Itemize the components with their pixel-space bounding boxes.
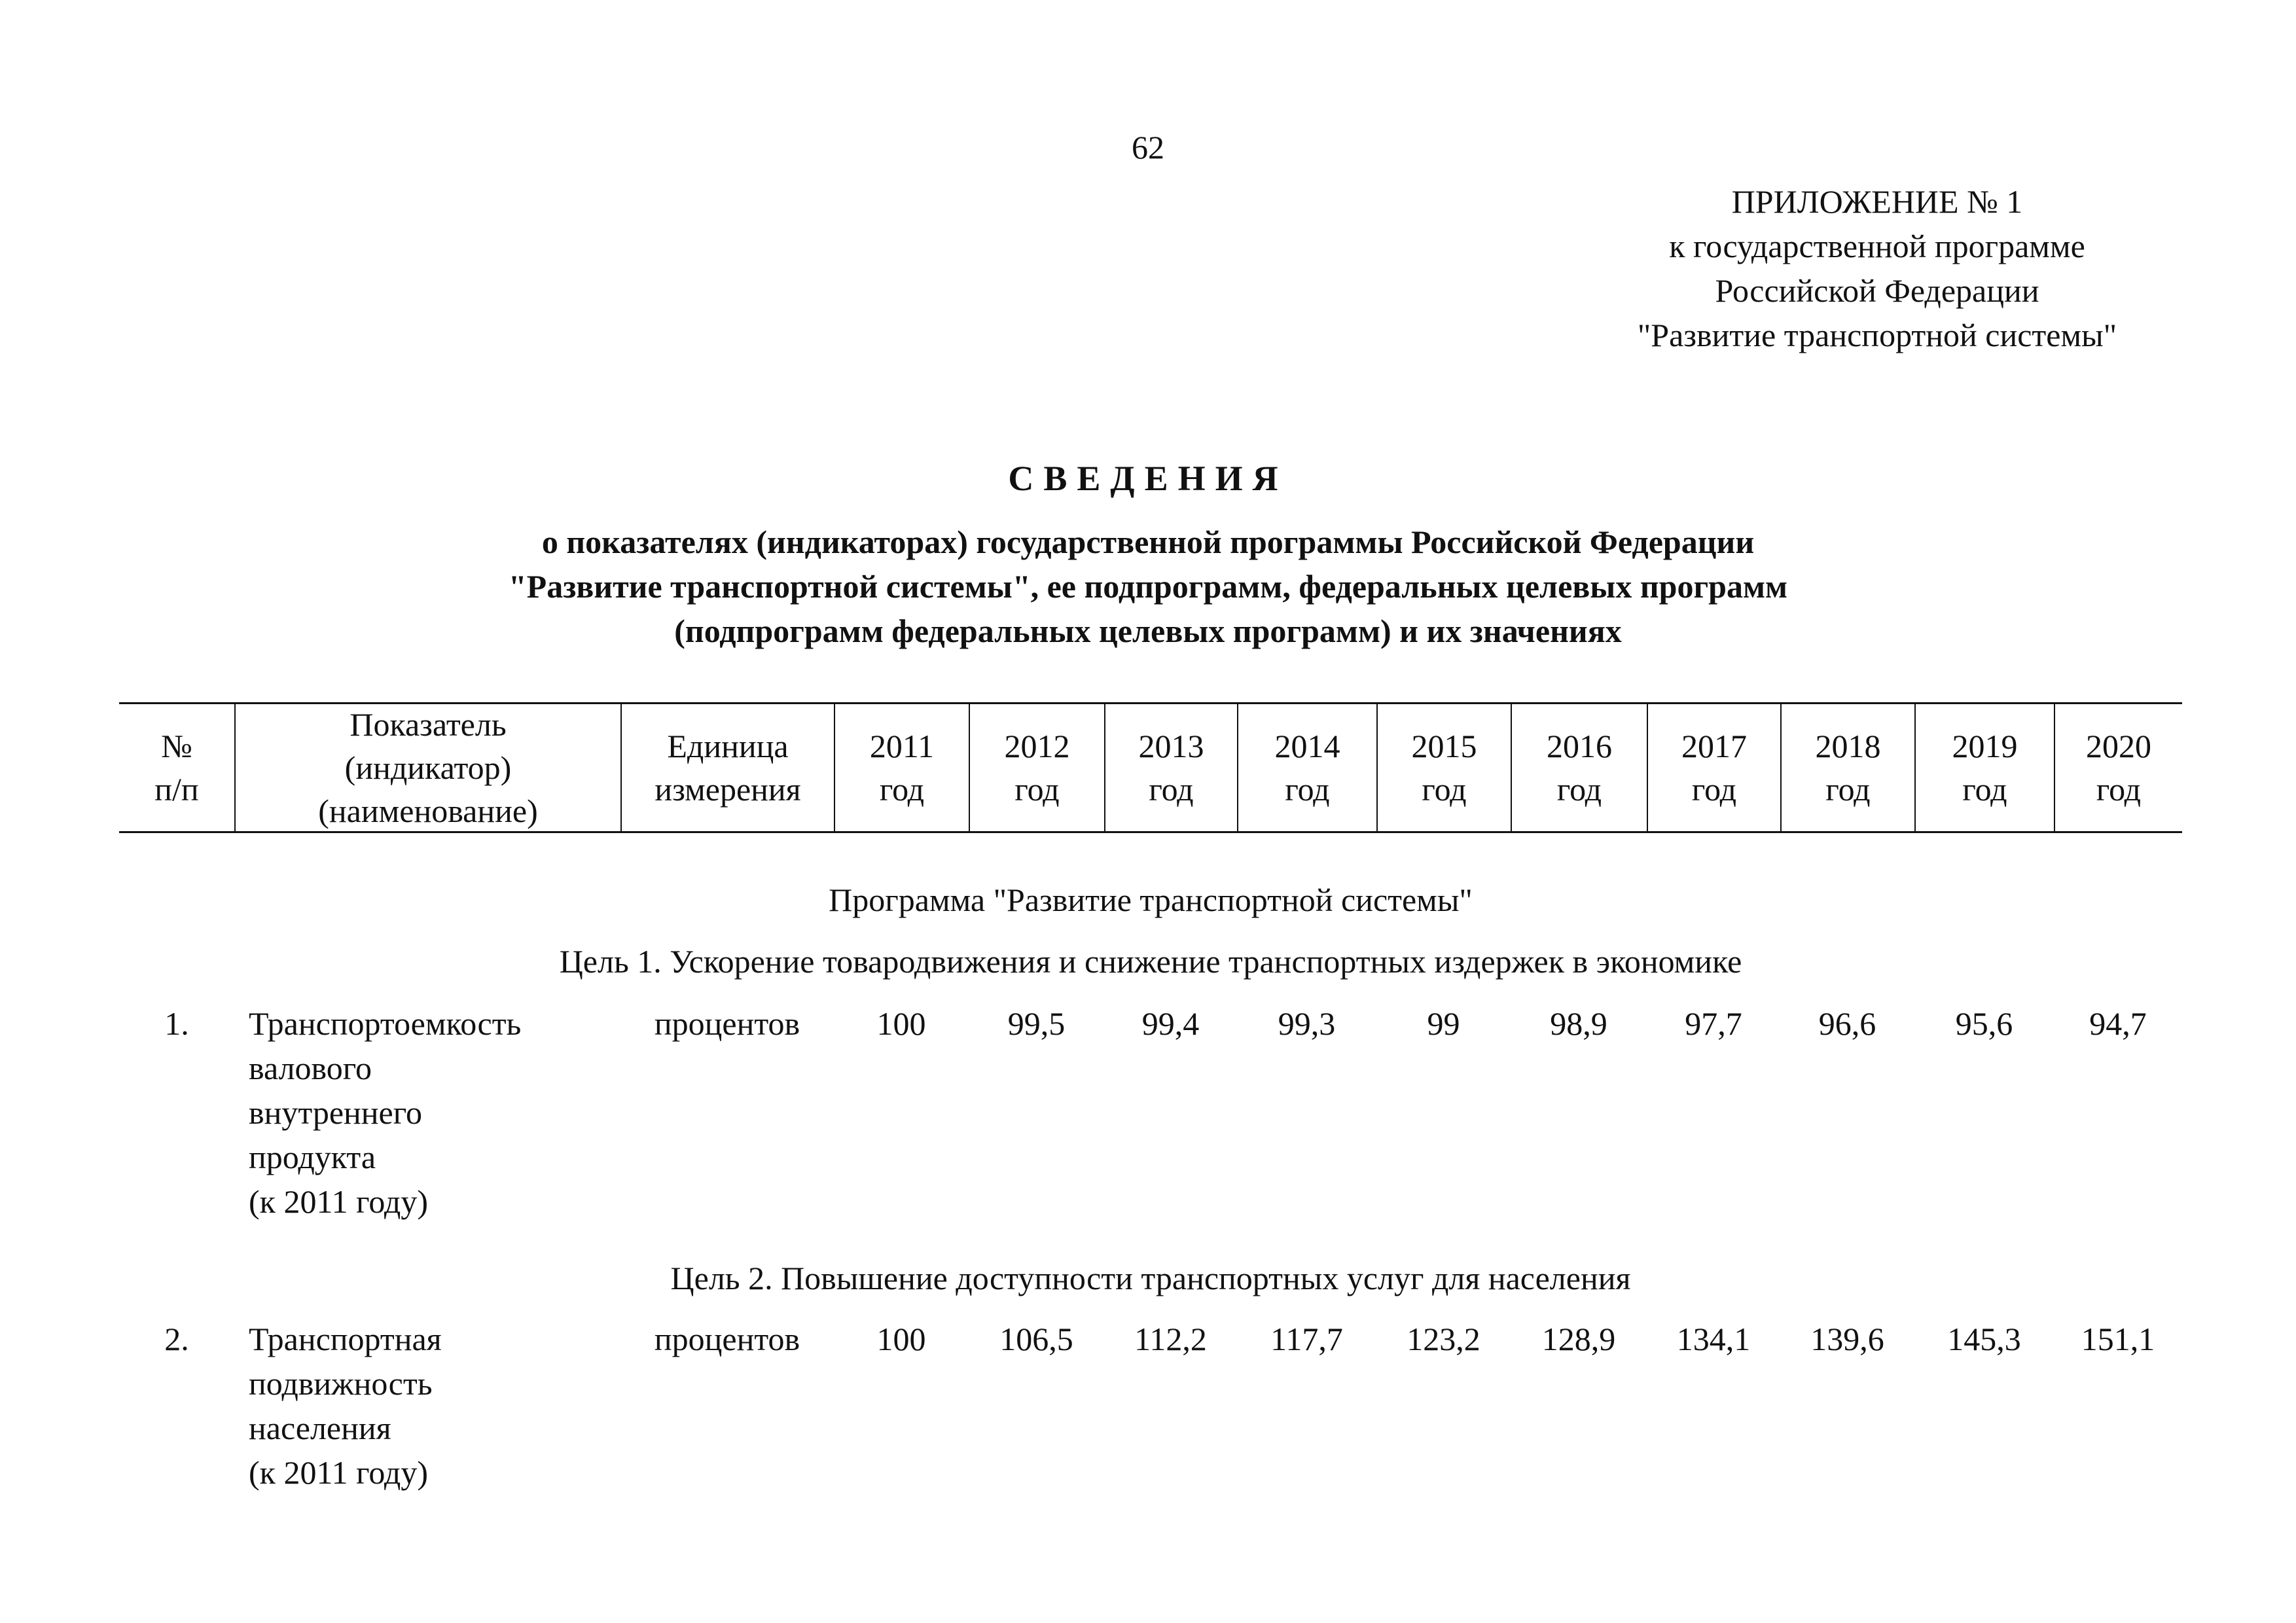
indicator-name [249,1317,615,1495]
appendix-line: к государственной программе [1669,228,2085,264]
value-cell: 95,6 [1955,1005,2013,1042]
value-cell: 99 [1427,1005,1460,1042]
header-num [119,704,234,831]
indicator-name-line: Транспортная [249,1321,442,1357]
header-year [1511,704,1647,831]
appendix-line: ПРИЛОЖЕНИЕ № 1 [1731,183,2023,220]
appendix-line: "Развитие транспортной системы" [1637,317,2117,353]
indicator-name-line: валового [249,1050,372,1086]
header-text: 2016 [1547,728,1612,764]
indicator-name [249,1001,615,1224]
indicator-name-line: внутреннего [249,1094,422,1131]
header-text: год [1962,771,2007,808]
header-text: 2014 [1274,728,1340,764]
value-cell: 100 [876,1321,926,1357]
value-cell: 99,4 [1141,1005,1200,1042]
header-text: год [1556,771,1602,808]
header-year [1104,704,1237,831]
header-text: 2017 [1681,728,1747,764]
header-text: 2018 [1815,728,1881,764]
header-year [1647,704,1780,831]
header-text: год [1285,771,1330,808]
header-text: год [2096,771,2142,808]
value-cell: 97,7 [1685,1005,1742,1042]
header-indicator [234,704,620,831]
header-text: 2020 [2086,728,2151,764]
header-unit [620,704,834,831]
header-text: 2012 [1004,728,1070,764]
row-number: 2. [164,1321,189,1357]
header-text: 2011 [869,728,935,764]
header-text: год [1014,771,1060,808]
value-cell: 128,9 [1541,1321,1616,1357]
appendix-line: Российской Федерации [1715,272,2039,309]
header-text: Показатель [350,706,507,743]
indicator-name-line: (к 2011 году) [249,1454,428,1491]
table-header [119,702,2182,833]
subtitle-line: о показателях (индикаторах) государственной программы Российской Федерации [541,524,1755,560]
value-cell: 94,7 [2089,1005,2147,1042]
header-text: год [1825,771,1871,808]
header-text: (индикатор) [344,749,512,786]
value-cell: 96,6 [1818,1005,1876,1042]
value-cell: 99,5 [1007,1005,1066,1042]
header-text: измерения [655,771,801,808]
value-cell: 145,3 [1947,1321,2021,1357]
value-cell: 139,6 [1810,1321,1884,1357]
indicator-name-line: населения [249,1410,391,1446]
unit-cell: процентов [654,1005,800,1042]
appendix-block [1505,179,2249,357]
value-cell: 123,2 [1407,1321,1480,1357]
subtitle-line: "Развитие транспортной системы", ее подпрограмм, федеральных целевых программ [508,568,1788,605]
value-cell: 99,3 [1278,1005,1336,1042]
goal-caption: Цель 1. Ускорение товародвижения и снижение транспортных издержек в экономике [559,943,1742,980]
header-year [1376,704,1511,831]
value-cell: 98,9 [1550,1005,1607,1042]
header-text: год [1422,771,1467,808]
row-number: 1. [164,1005,189,1042]
header-text: 2019 [1952,728,2018,764]
header-text: год [1149,771,1194,808]
header-year [834,704,969,831]
page-number: 62 [1132,129,1164,166]
header-year [1914,704,2054,831]
document-title: СВЕДЕНИЯ [1008,459,1288,498]
header-year [969,704,1104,831]
value-cell: 134,1 [1676,1321,1751,1357]
indicator-name-line: продукта [249,1139,376,1175]
indicator-name-line: Транспортоемкость [249,1005,522,1042]
value-cell: 112,2 [1134,1321,1207,1357]
indicator-name-line: подвижность [249,1365,433,1402]
value-cell: 100 [876,1005,926,1042]
header-year [1237,704,1376,831]
header-text: 2013 [1138,728,1204,764]
program-caption: Программа "Развитие транспортной системы" [829,882,1473,918]
header-text: 2015 [1411,728,1477,764]
value-cell: 117,7 [1270,1321,1343,1357]
header-year [2054,704,2182,831]
header-text: год [1691,771,1737,808]
document-subtitle [0,520,2296,653]
subtitle-line: (подпрограмм федеральных целевых программ) и их значениях [674,613,1622,649]
header-text: год [879,771,925,808]
header-text: Единица [667,728,789,764]
header-text: п/п [154,771,199,808]
goal-caption: Цель 2. Повышение доступности транспортных услуг для населения [670,1260,1631,1296]
header-text: № [161,728,192,764]
header-text: (наименование) [318,793,538,829]
indicator-name-line: (к 2011 году) [249,1183,428,1220]
unit-cell: процентов [654,1321,800,1357]
value-cell: 106,5 [999,1321,1073,1357]
value-cell: 151,1 [2081,1321,2155,1357]
header-year [1780,704,1914,831]
